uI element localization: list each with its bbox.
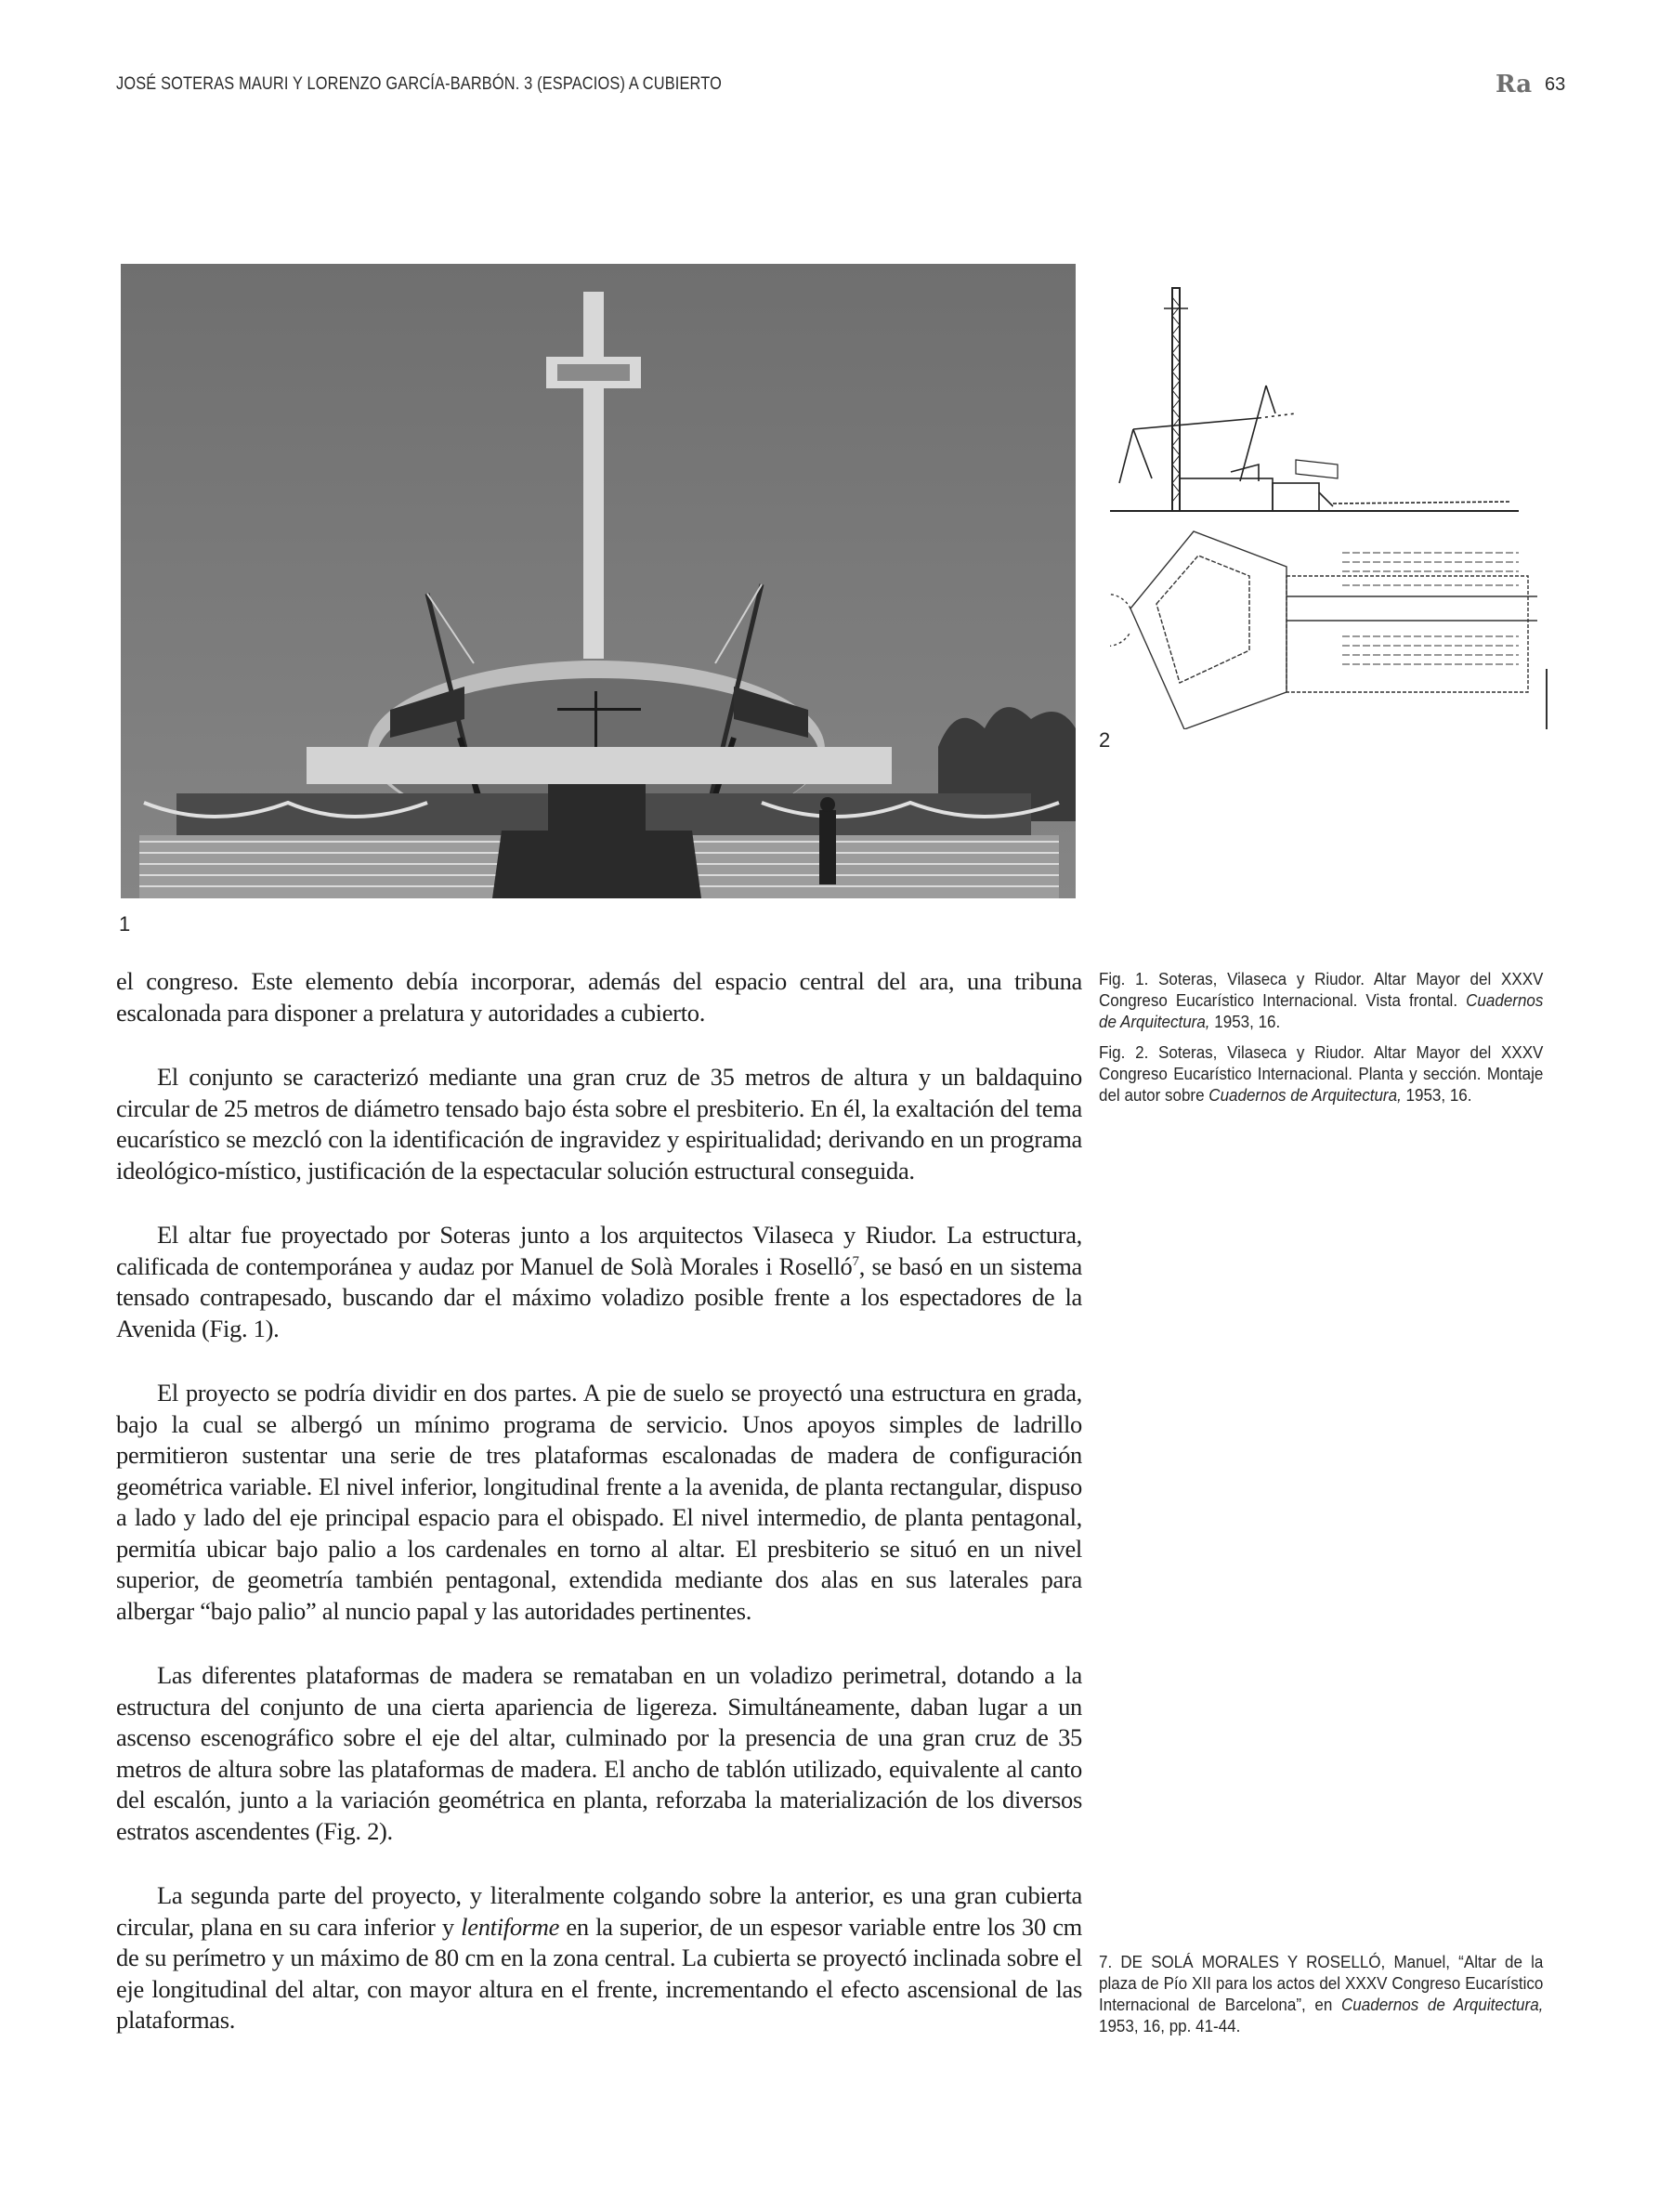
paragraph-text: en la superior, de un espesor variable entre los 30 cm de su perímetro y un máximo de 80 cm en la zona central. La cubierta se proyectó inclinada sobre el eje longitudinal del altar, con mayor altura en el frente, incrementando el efecto ascensional de las plataformas. [116,1912,1082,2034]
footnote-7: 7. DE SOLÁ MORALES Y ROSELLÓ, Manuel, “Altar de la plaza de Pío XII para los actos del XXXV Congreso Eucarístico Internacional de Barcelona”, en Cuadernos de Arquitectura, 1953, 16, pp. 41-44. [1099,1952,1544,2035]
figure-captions [1099,968,1543,1115]
emphasis-term: lentiforme [461,1912,560,1941]
section-plan-illustration [1110,269,1556,729]
altar-photo-illustration [121,264,1076,898]
cross-vertical [583,292,604,659]
section-view [1110,288,1519,511]
paragraph-text: , se basó en un sistema tensado contrapesado, buscando dar el máximo voladizo posible frente a los espectadores de la Avenida (Fig. 1). [116,1251,1083,1342]
paragraph: El conjunto se caracterizó mediante una gran cruz de 35 metros de altura y un baldaquino circular de 25 metros de diámetro tensado bajo ésta sobre el presbiterio. En él, la exaltación del tema eucarístico se mezcló con la identificación de ingravidez y espiritualidad; derivando en un programa ideológico-místico, justificación de la espectacular solución estructural conseguida. [116,1063,1082,1185]
standing-figure [819,810,836,884]
journal-logo: Ra [1496,71,1533,98]
body-text [116,966,1082,2070]
paragraph: El proyecto se podría dividir en dos partes. A pie de suelo se proyectó una estructura en grada, bajo la cual se albergó un mínimo programa de servicio. Unos apoyos simples de ladrillo permitieron sustentar una serie de tres plataformas escalonadas de madera de configuración geométrica variable. El nivel inferior, longitudinal frente a la avenida, de planta rectangular, dispuso a lado y lado del eje principal espacio para el obispado. El nivel intermedio, de planta pentagonal, permitía ubicar bajo palio a los cardenales en torno al altar. El presbiterio se situó en un nivel superior, de geometría también pentagonal, extendida mediante dos alas en sus laterales para albergar “bajo palio” al nuncio papal y las autoridades pertinentes. [116,1379,1082,1625]
caption-fig-2: Fig. 2. Soteras, Vilaseca y Riudor. Altar Mayor del XXXV Congreso Eucarístico Internacional. Planta y sección. Montaje del autor sobre Cuadernos de Arquitectura, 1953, 16. [1099,1042,1544,1105]
figure-1-photo [121,264,1076,898]
paragraph [116,1880,1082,2036]
plan-view [1110,531,1547,729]
figure-1-number: 1 [119,912,131,936]
paragraph [116,1220,1082,1344]
paragraph: Las diferentes plataformas de madera se remataban en un voladizo perimetral, dotando a la estructura del conjunto de una cierta apariencia de ligereza. Simultáneamente, daban lugar a un ascenso escenográfico sobre el eje del altar, culminado por la presencia de una gran cruz de 35 metros de altura sobre las plataformas de madera. El ancho de tablón utilizado, equivalente al canto del escalón, junto a la variación geométrica en planta, reforzaba la materialización de los diversos estratos ascendentes (Fig. 2). [116,1661,1082,1845]
paragraph: el congreso. Este elemento debía incorporar, además del espacio central del ara, una tribuna escalonada para disponer a prelatura y autoridades a cubierto. [116,967,1082,1027]
paragraph-text: El altar fue proyectado por Soteras junto a los arquitectos Vilaseca y Riudor. La estructura, calificada de contemporánea y audaz por Manuel de Solà Morales i Roselló [116,1221,1082,1280]
figure-2-number: 2 [1099,728,1111,752]
upper-platform [307,747,892,784]
footnote-ref[interactable]: 7 [852,1253,859,1269]
caption-fig-1: Fig. 1. Soteras, Vilaseca y Riudor. Altar Mayor del XXXV Congreso Eucarístico Internacional. Vista frontal. Cuadernos de Arquitectura, 1953, 16. [1099,969,1544,1031]
page-number: 63 [1545,74,1566,95]
paragraph-text: La segunda parte del proyecto, y literalmente colgando sobre la anterior, es una gran cubierta circular, plana en su cara inferior y [116,1881,1082,1941]
running-title: JOSÉ SOTERAS MAURI Y LORENZO GARCÍA-BARBÓN. 3 (ESPACIOS) A CUBIERTO [116,74,722,94]
figure-2-drawing [1110,269,1556,729]
